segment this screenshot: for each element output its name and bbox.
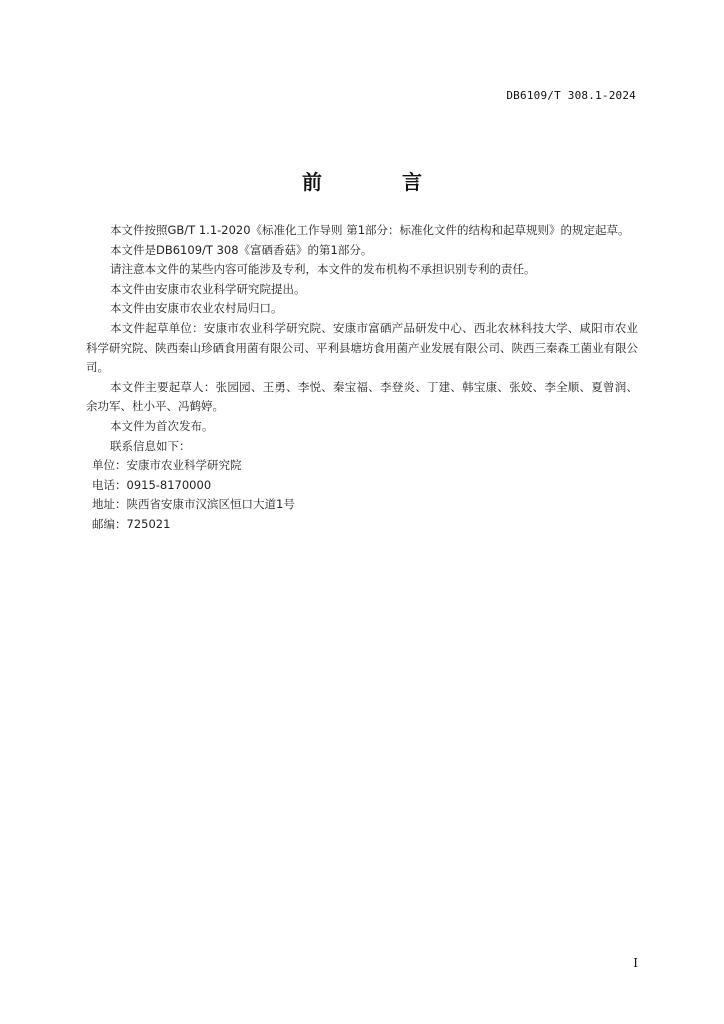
paragraph-first-release: 本文件为首次发布。 bbox=[110, 418, 214, 433]
contact-postcode: 邮编：725021 bbox=[92, 516, 171, 531]
contact-unit: 单位：安康市农业科学研究院 bbox=[92, 458, 242, 473]
paragraph-part-statement: 本文件是DB6109/T 308《富硒香菇》的第1部分。 bbox=[110, 242, 373, 257]
paragraph-contact-intro: 联系信息如下： bbox=[110, 438, 191, 453]
paragraph-proposer: 本文件由安康市农业科学研究院提出。 bbox=[110, 281, 306, 296]
paragraph-drafters: 本文件主要起草人：张园园、王勇、李悦、秦宝福、李登炎、丁建、韩宝康、张姣、李全顺、夏曾润、余功军、杜小平、冯鹤婷。 bbox=[86, 379, 638, 414]
foreword-body bbox=[86, 221, 638, 535]
standard-code: DB6109/T 308.1-2024 bbox=[506, 89, 636, 102]
paragraph-patent-notice: 请注意本文件的某些内容可能涉及专利，本文件的发布机构不承担识别专利的责任。 bbox=[110, 262, 536, 277]
paragraph-drafting-units: 本文件起草单位：安康市农业科学研究院、安康市富硒产品研发中心、西北农林科技大学、咸阳市农业科学研究院、陕西秦山珍硒食用菌有限公司、平利县塘坊食用菌产业发展有限公司、陕西三秦森工菌业有限公司。 bbox=[86, 320, 638, 375]
page-title: 前 言 bbox=[302, 170, 452, 194]
contact-phone: 电话：0915-8170000 bbox=[92, 477, 212, 492]
contact-address: 地址：陕西省安康市汉滨区恒口大道1号 bbox=[92, 497, 295, 512]
paragraph-administrator: 本文件由安康市农业农村局归口。 bbox=[110, 301, 283, 316]
page-number: I bbox=[633, 956, 638, 970]
paragraph-drafting-rules: 本文件按照GB/T 1.1-2020《标准化工作导则 第1部分：标准化文件的结构和起草规则》的规定起草。 bbox=[110, 223, 630, 237]
